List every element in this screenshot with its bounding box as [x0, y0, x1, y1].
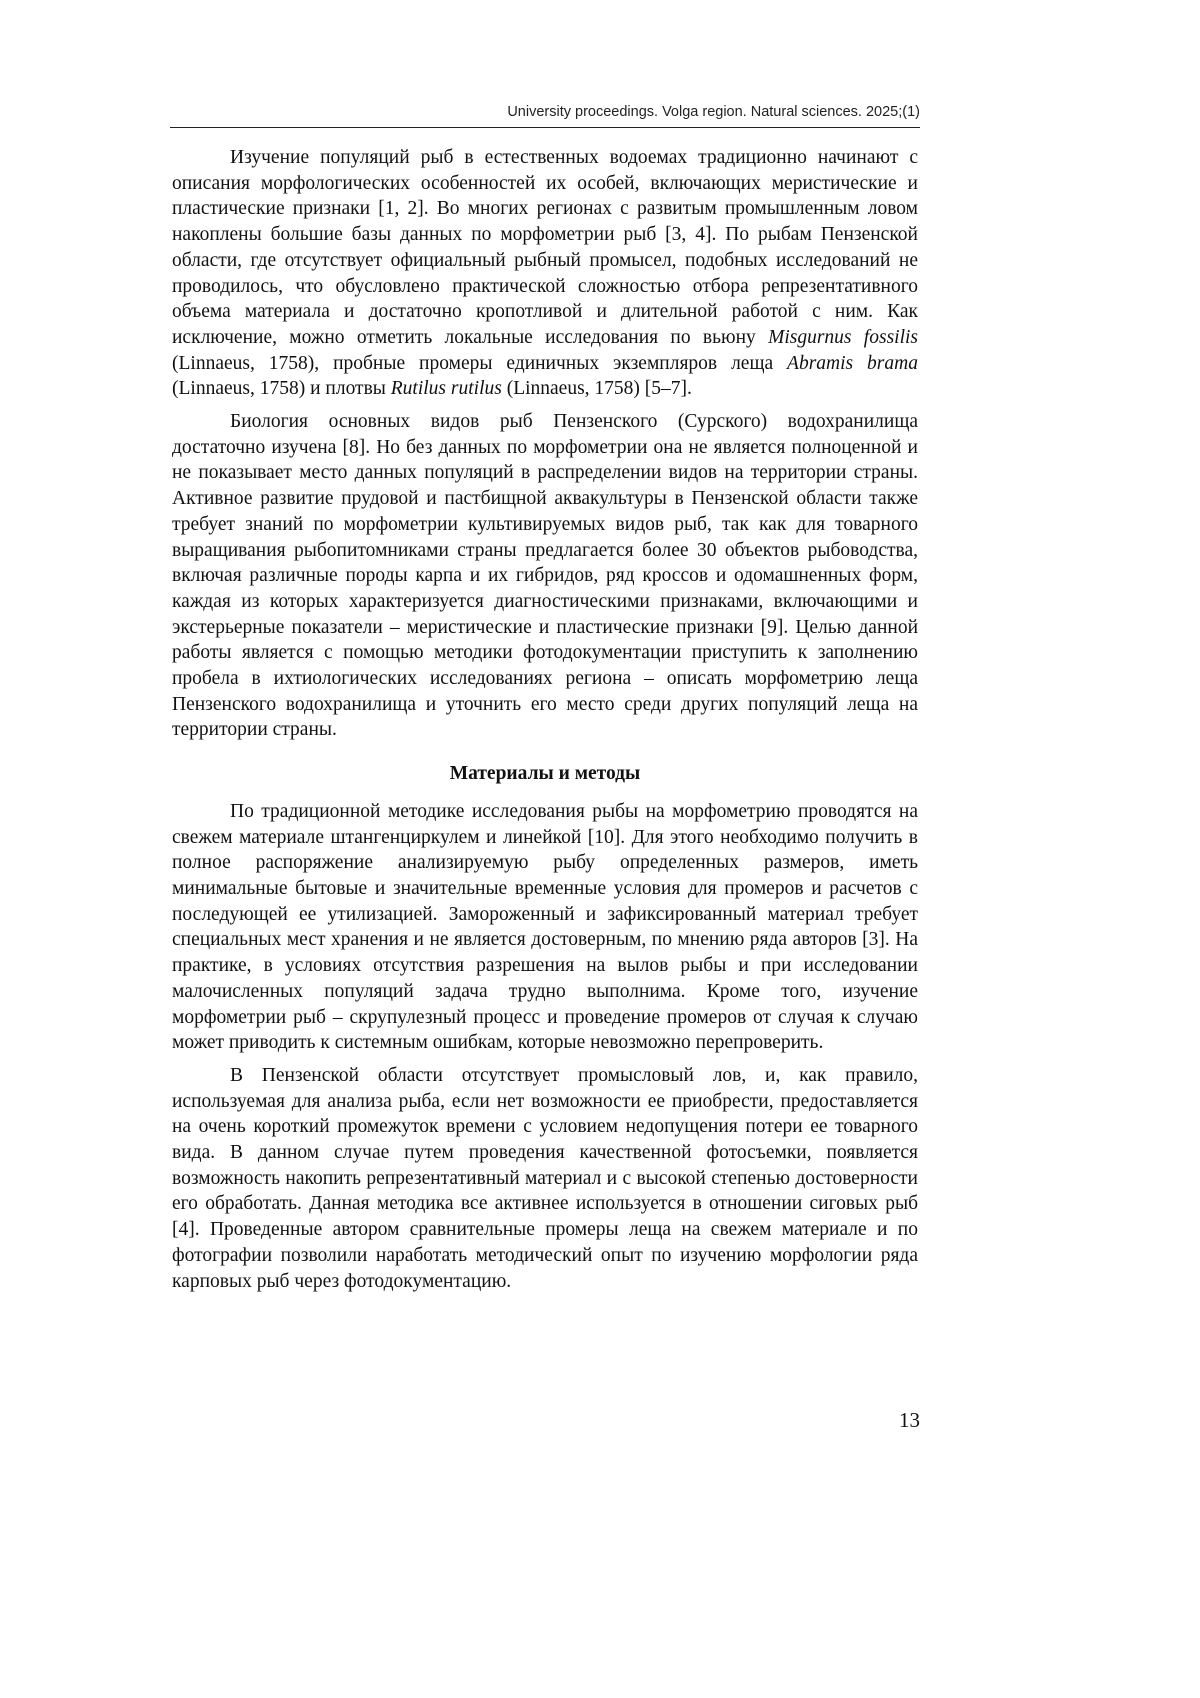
species-name-misgurnus: Misgurnus fossilis [768, 327, 918, 348]
page-number: 13 [870, 1408, 920, 1433]
running-header: University proceedings. Volga region. Natural sciences. 2025;(1) [170, 104, 920, 120]
intro-paragraph-1 [172, 145, 918, 402]
intro-paragraph-2: Биология основных видов рыб Пензенского (Сурского) водохранилища достаточно изучена [8]. Но без данных по морфометрии она не является полноценной и не показывает место данных популяций в распределении видов на территории страны. Активное развитие прудовой и пастбищной аквакультуры в Пензенской области также требует знаний по морфометрии культивируемых видов рыб, так как для товарного выращивания рыбопитомниками страны предлагается более 30 объектов рыбоводства, включая различные породы карпа и их гибридов, ряд кроссов и одомашненных форм, каждая из которых характеризуется диагностическими признаками, включающими и экстерьерные показатели – меристические и пластические признаки [9]. Целью данной работы является с помощью методики фотодокументации приступить к заполнению пробела в ихтиологических исследованиях региона – описать морфометрию леща Пензенского водохранилища и уточнить его место среди других популяций леща на территории страны. [172, 409, 918, 743]
header-rule [170, 127, 920, 128]
intro-text-1: Изучение популяций рыб в естественных водоемах традиционно начинают с описания морфологических особенностей их особей, включающих меристические и пластические признаки [1, 2]. Во многих регионах с развитым промышленным ловом накоплены большие базы данных по морфометрии рыб [3, 4]. По рыбам Пензенской области, где отсутствует официальный рыбный промысел, подобных исследований не проводилось, что обусловлено практической сложностью отбора репрезентативного объема материала и достаточно кропотливой и длительной работой с ним. Как исключение, можно отметить локальные исследования по вьюну [172, 147, 918, 348]
section-heading-methods: Материалы и методы [172, 761, 918, 787]
intro-text-2: (Linnaeus, 1758), пробные промеры единичных экземпляров леща [172, 353, 787, 374]
article-body [172, 145, 918, 1294]
methods-paragraph-1: По традиционной методике исследования рыбы на морфометрию проводятся на свежем материале штангенциркулем и линейкой [10]. Для этого необходимо получить в полное распоряжение анализируемую рыбу определенных размеров, иметь минимальные бытовые и значительные временные условия для промеров и расчетов с последующей ее утилизацией. Замороженный и зафиксированный материал требует специальных мест хранения и не является достоверным, по мнению ряда авторов [3]. На практике, в условиях отсутствия разрешения на вылов рыбы и при исследовании малочисленных популяций задача трудно выполнима. Кроме того, изучение морфометрии рыб – скрупулезный процесс и проведение промеров от случая к случаю может приводить к системным ошибкам, которые невозможно перепроверить. [172, 799, 918, 1056]
species-name-abramis: Abramis brama [787, 353, 918, 374]
methods-paragraph-2: В Пензенской области отсутствует промысловый лов, и, как правило, используемая для анализа рыба, если нет возможности ее приобрести, предоставляется на очень короткий промежуток времени с условием недопущения потери ее товарного вида. В данном случае путем проведения качественной фотосъемки, появляется возможность накопить репрезентативный материал и с высокой степенью достоверности его обработать. Данная методика все активнее используется в отношении сиговых рыб [4]. Проведенные автором сравнительные промеры леща на свежем материале и по фотографии позволили наработать методический опыт по изучению морфологии ряда карповых рыб через фотодокументацию. [172, 1063, 918, 1294]
intro-text-4: (Linnaeus, 1758) [5–7]. [502, 378, 692, 399]
intro-text-3: (Linnaeus, 1758) и плотвы [172, 378, 391, 399]
species-name-rutilus: Rutilus rutilus [391, 378, 502, 399]
